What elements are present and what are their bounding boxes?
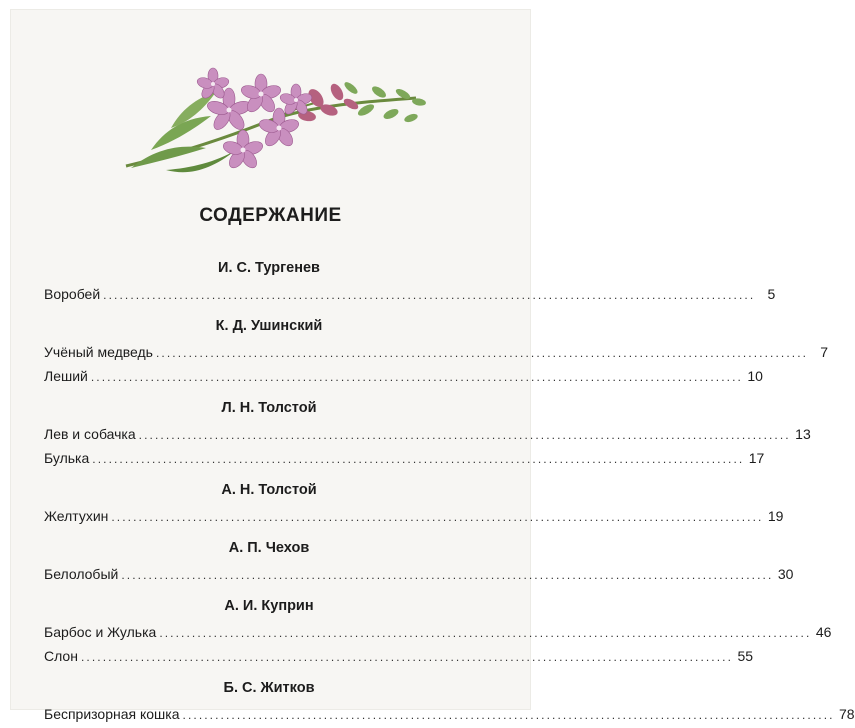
toc-leader-dots: ........................................................................................................................ [138,428,791,442]
toc-entry[interactable] [44,506,784,527]
toc-leader-dots: ........................................................................................................................ [103,288,756,302]
toc-entry-page-number: 30 [777,566,794,582]
toc-leader-dots: ........................................................................................................................ [80,650,734,664]
toc-entry-page-number: 78 [839,706,855,722]
toc-entry-page-number: 19 [767,508,784,524]
fireweed-flower-illustration [111,58,431,188]
page-title: СОДЕРЖАНИЕ [199,205,342,226]
toc-entry[interactable] [44,564,794,585]
table-of-contents [44,250,855,728]
flower-drawing [111,58,431,188]
toc-entry-title: Барбос и Жулька [44,624,157,640]
toc-entry-page-number: 17 [748,450,765,466]
toc-entry-title: Белолобый [44,566,119,582]
toc-entry[interactable] [44,342,829,363]
toc-leader-dots: ........................................................................................................................ [159,626,812,640]
toc-entry-title: Леший [44,368,88,384]
toc-entry[interactable] [44,424,811,445]
toc-leader-dots: ........................................................................................................................ [111,510,764,524]
toc-entry-page-number: 55 [737,648,754,664]
toc-entry-title: Учёный медведь [44,344,153,360]
toc-entry-title: Воробей [44,286,101,302]
toc-entry[interactable] [44,284,776,305]
toc-author-heading: А. Н. Толстой [221,482,317,498]
toc-author-heading: А. П. Чехов [228,540,310,556]
toc-entry[interactable] [44,704,855,725]
toc-leader-dots: ........................................................................................................................ [90,370,743,384]
toc-entry-title: Беспризорная кошка [44,706,180,722]
toc-leader-dots: ........................................................................................................................ [92,452,745,466]
book-page [11,10,855,722]
toc-entry-title: Слон [44,648,78,664]
toc-entry[interactable] [44,646,754,667]
toc-author-heading: Б. С. Житков [223,680,315,696]
toc-leader-dots: ........................................................................................................................ [121,568,774,582]
toc-entry-page-number: 13 [795,426,811,442]
toc-author-heading: И. С. Тургенев [218,260,320,276]
toc-entry[interactable] [44,448,765,469]
toc-entry-page-number: 46 [815,624,832,640]
toc-entry-page-number: 7 [820,344,829,360]
toc-leader-dots: ........................................................................................................................ [155,346,809,360]
toc-entry-title: Желтухин [44,508,109,524]
toc-author-heading: К. Д. Ушинский [215,318,323,334]
toc-entry-title: Булька [44,450,90,466]
toc-entry-page-number: 10 [747,368,763,384]
toc-author-heading: А. И. Куприн [224,598,314,614]
toc-leader-dots: ........................................................................................................................ [182,708,835,722]
toc-entry-page-number: 5 [767,286,776,302]
toc-entry-title: Лев и собачка [44,426,136,442]
toc-entry[interactable] [44,366,763,387]
toc-entry[interactable] [44,622,832,643]
toc-author-heading: Л. Н. Толстой [221,400,317,416]
